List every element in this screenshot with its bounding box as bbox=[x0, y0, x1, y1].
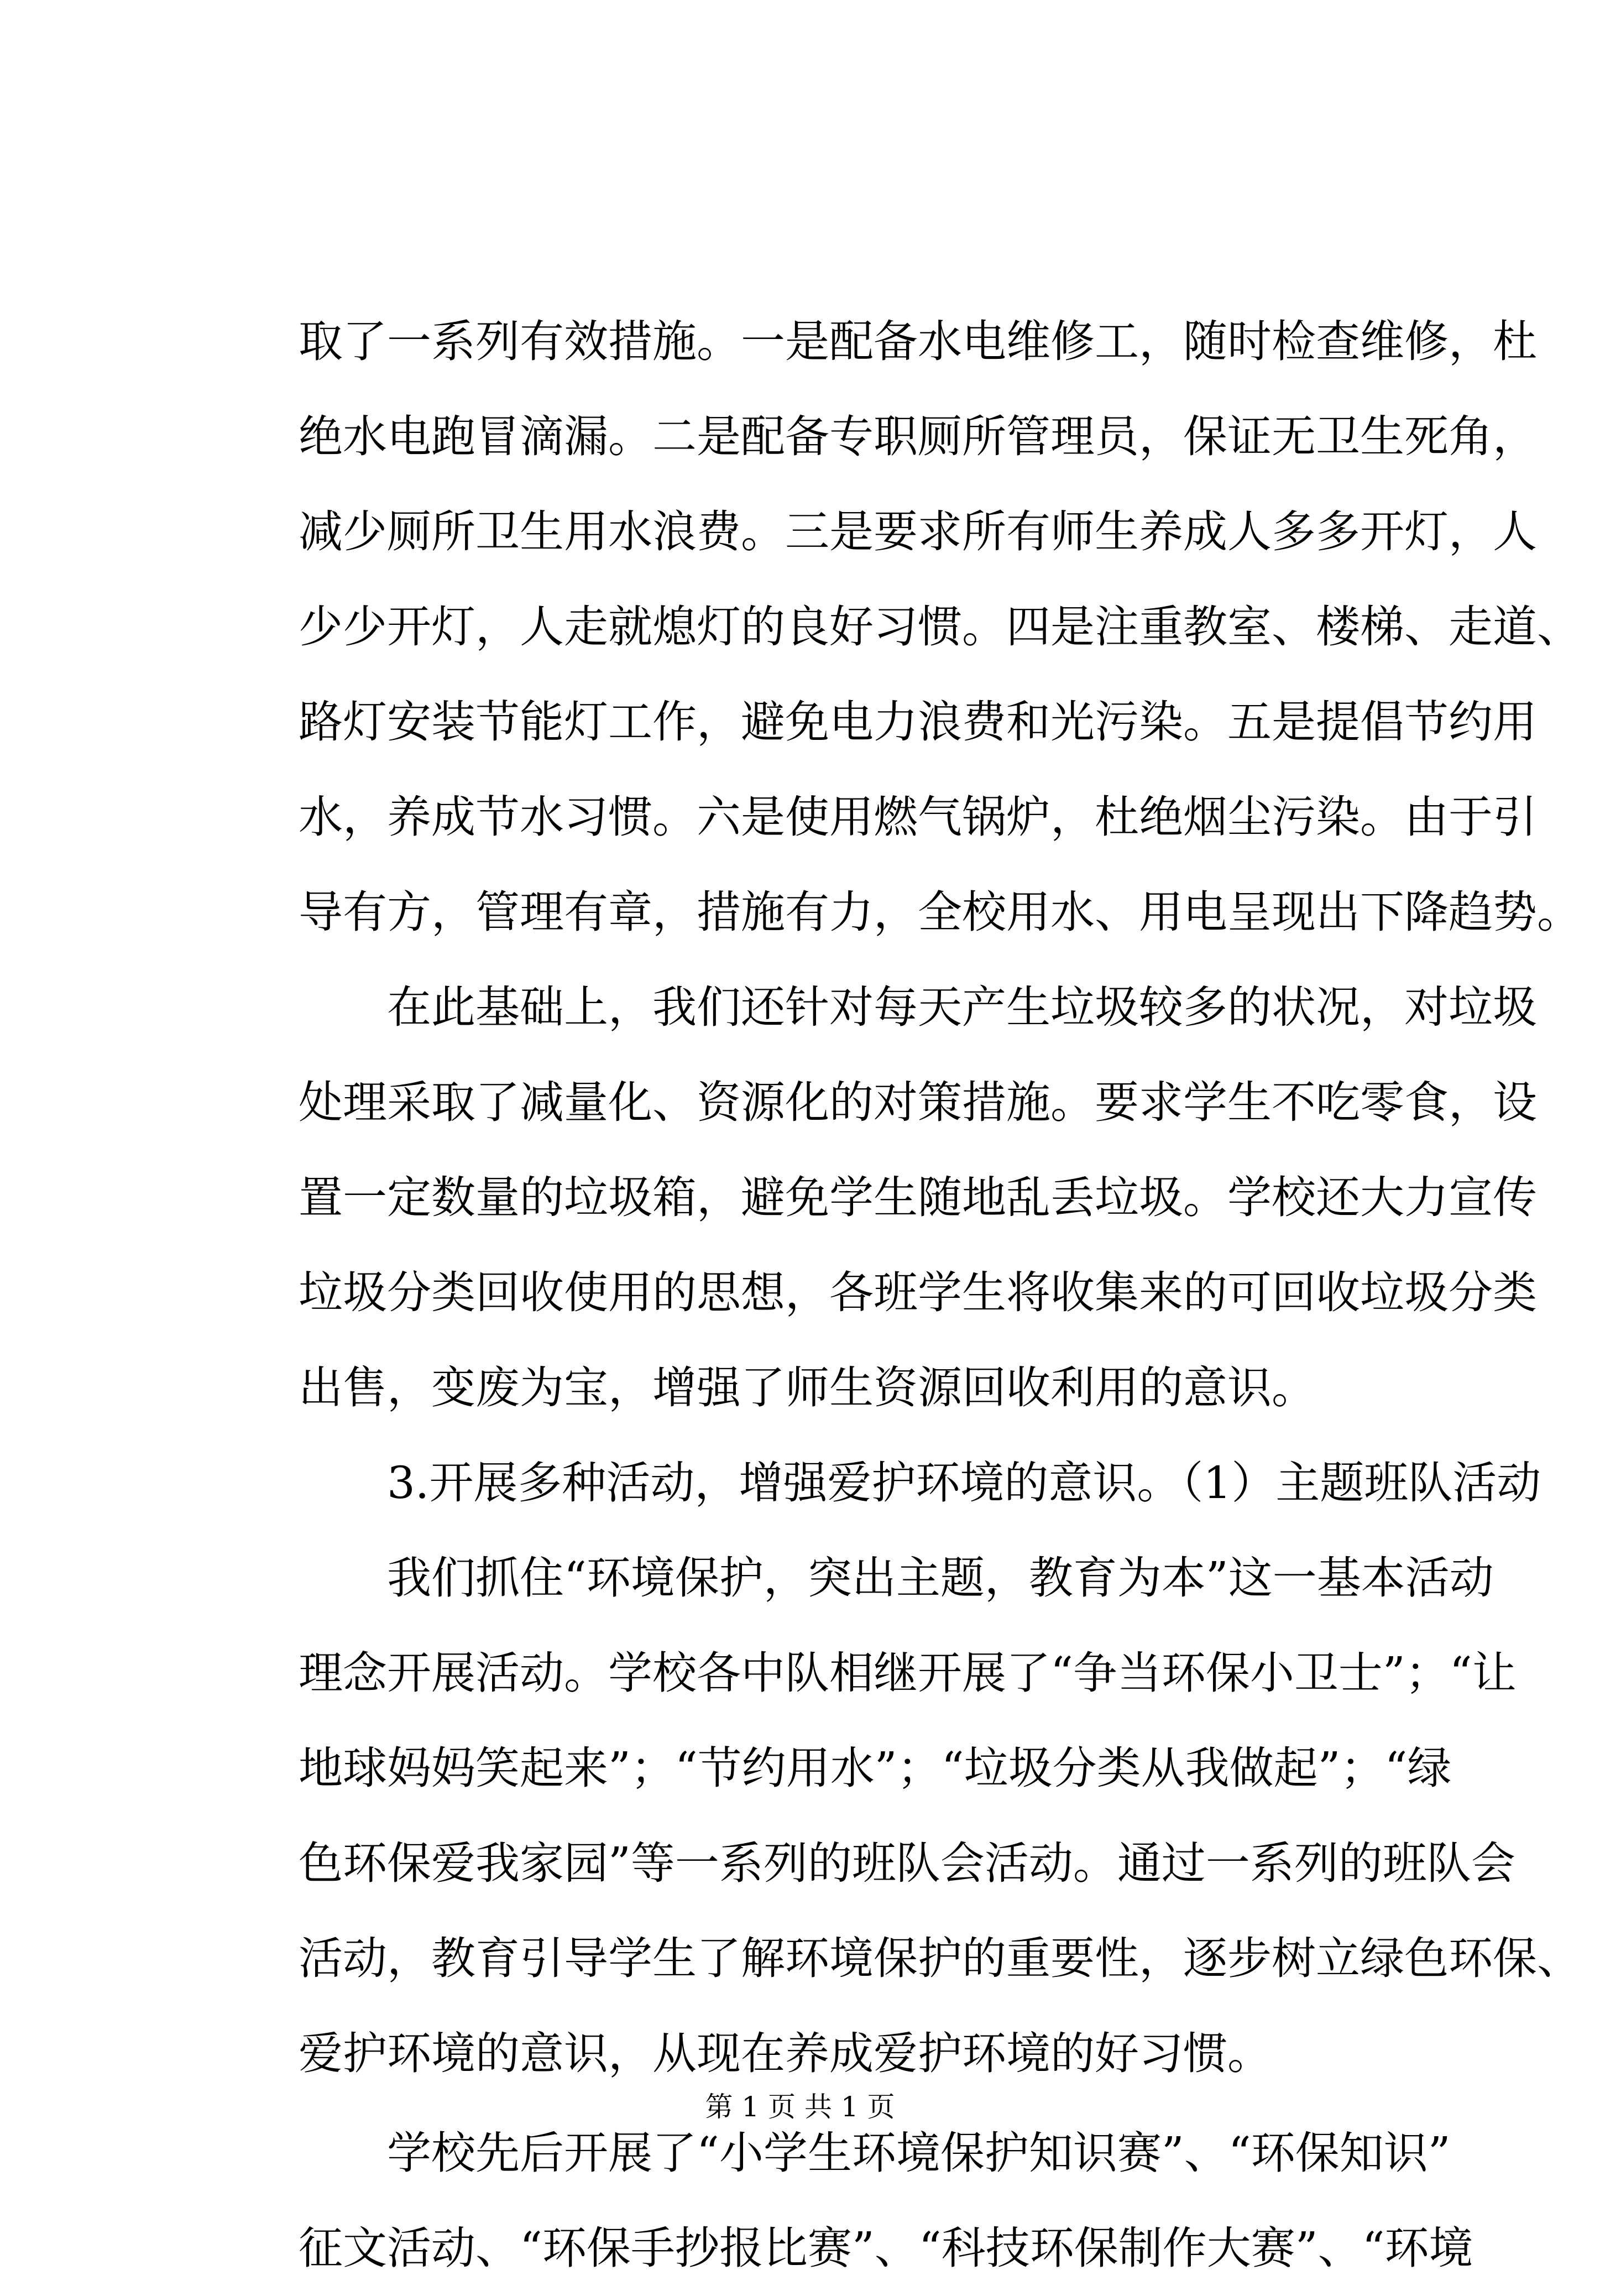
page-footer bbox=[0, 2088, 1600, 2126]
text-line: 路灯安装节能灯工作，避免电力浪费和光污染。五是提倡节约用 bbox=[299, 696, 1537, 748]
text-line: 取了一系列有效措施。一是配备水电维修工，随时检查维修，杜 bbox=[299, 316, 1537, 367]
text-line: 3.开展多种活动，增强爱护环境的意识。（1）主题班队活动 bbox=[387, 1457, 1541, 1509]
section-heading bbox=[299, 1436, 1541, 1531]
text-line: 导有方，管理有章，措施有力，全校用水、用电呈现出下降趋势。 bbox=[299, 886, 1581, 938]
paragraph bbox=[299, 294, 1581, 960]
text-line: 处理采取了减量化、资源化的对策措施。要求学生不吃零食，设 bbox=[299, 1077, 1537, 1128]
text-line: 学校先后开展了“小学生环境保护知识赛”、“环保知识” bbox=[387, 2127, 1451, 2179]
text-line: 色环保爱我家园”等一系列的班队会活动。通过一系列的班队会 bbox=[299, 1838, 1515, 1889]
page-number-label: 第 1 页 共 1 页 bbox=[705, 2091, 895, 2123]
paragraph bbox=[299, 960, 1537, 1436]
text-line: 出售，变废为宝，增强了师生资源回收利用的意识。 bbox=[299, 1362, 1316, 1413]
text-line: 在此基础上，我们还针对每天产生垃圾较多的状况，对垃圾 bbox=[387, 982, 1537, 1033]
text-line: 绝水电跑冒滴漏。二是配备专职厕所管理员，保证无卫生死角， bbox=[299, 411, 1537, 462]
text-line: 垃圾分类回收使用的思想，各班学生将收集来的可回收垃圾分类 bbox=[299, 1267, 1537, 1318]
text-line: 水，养成节水习惯。六是使用燃气锅炉，杜绝烟尘污染。由于引 bbox=[299, 791, 1537, 843]
body-text bbox=[299, 294, 1581, 2296]
text-line: 地球妈妈笑起来”；“节约用水”；“垃圾分类从我做起”；“绿 bbox=[299, 1742, 1452, 1794]
paragraph bbox=[299, 2106, 1473, 2296]
text-line: 活动，教育引导学生了解环境保护的重要性，逐步树立绿色环保、 bbox=[299, 1933, 1581, 1984]
text-line: 我们抓住“环境保护，突出主题，教育为本”这一基本活动 bbox=[387, 1552, 1494, 1604]
text-line: 置一定数量的垃圾箱，避免学生随地乱丢垃圾。学校还大力宣传 bbox=[299, 1172, 1537, 1223]
paragraph bbox=[299, 1531, 1581, 2101]
text-line: 征文活动、“环保手抄报比赛”、“科技环保制作大赛”、“环境 bbox=[299, 2222, 1473, 2274]
text-line: 少少开灯，人走就熄灯的良好习惯。四是注重教室、楼梯、走道、 bbox=[299, 601, 1581, 653]
text-line: 理念开展活动。学校各中队相继开展了“争当环保小卫士”；“让 bbox=[299, 1647, 1517, 1699]
text-line: 爱护环境的意识，从现在养成爱护环境的好习惯。 bbox=[299, 2028, 1272, 2079]
text-line: 减少厕所卫生用水浪费。三是要求所有师生养成人多多开灯，人 bbox=[299, 506, 1537, 557]
